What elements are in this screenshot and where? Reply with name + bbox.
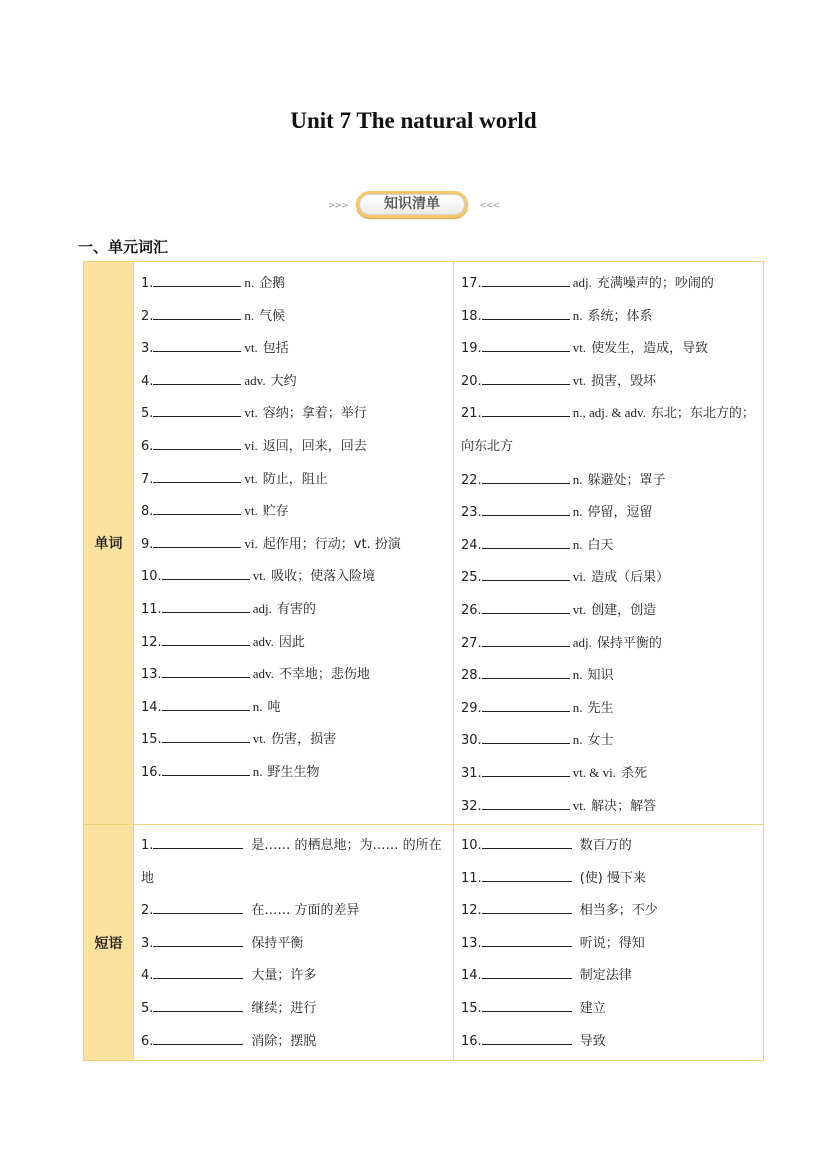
- item-number: 11.: [141, 601, 162, 617]
- answer-blank[interactable]: [482, 538, 570, 549]
- item-number: 8.: [141, 504, 154, 520]
- vocab-item: [461, 496, 757, 529]
- banner-label: 知识清单: [359, 194, 465, 215]
- vocab-item: [461, 692, 757, 725]
- item-meaning: 贮存: [262, 504, 289, 520]
- words-row: [84, 262, 764, 825]
- item-meaning: 停留，逗留: [587, 505, 653, 521]
- item-meaning: 因此: [278, 634, 305, 650]
- item-number: 10.: [461, 838, 482, 854]
- answer-blank[interactable]: [482, 838, 572, 849]
- answer-blank[interactable]: [482, 570, 570, 581]
- item-number: 2.: [141, 903, 154, 919]
- item-meaning: 知识: [587, 668, 614, 684]
- vocab-item: [141, 267, 447, 300]
- answer-blank[interactable]: [482, 766, 570, 777]
- vocab-item: [461, 365, 757, 398]
- item-meaning: 伤害，损害: [271, 732, 337, 748]
- answer-blank[interactable]: [482, 374, 570, 385]
- part-of-speech: vt.: [572, 340, 587, 356]
- item-number: 4.: [141, 968, 154, 984]
- vocab-item: [141, 495, 447, 528]
- vocab-item: [141, 626, 447, 659]
- item-meaning: 是…… 的栖息地；为…… 的所在地: [141, 838, 442, 886]
- part-of-speech: adj.: [252, 600, 272, 616]
- part-of-speech: adj.: [572, 634, 592, 650]
- item-meaning: 吨: [267, 699, 281, 715]
- item-meaning: 充满噪声的；吵闹的: [596, 276, 714, 291]
- vocab-item: [461, 960, 757, 993]
- item-meaning: 创建，创造: [591, 602, 657, 618]
- item-number: 32.: [461, 798, 482, 814]
- answer-blank[interactable]: [153, 936, 243, 947]
- item-number: 31.: [461, 765, 482, 781]
- part-of-speech: adj.: [572, 275, 592, 290]
- item-number: 28.: [461, 668, 482, 684]
- item-number: 19.: [461, 341, 482, 357]
- part-of-speech: vt.: [244, 340, 258, 356]
- item-number: 24.: [461, 537, 482, 553]
- item-meaning: 返回，回来，回去: [262, 438, 367, 454]
- item-meaning: 建立: [579, 1001, 606, 1017]
- item-meaning: 制定法律: [579, 968, 632, 984]
- item-meaning: 相当多；不少: [579, 903, 658, 919]
- answer-blank[interactable]: [153, 838, 243, 849]
- answer-blank[interactable]: [482, 636, 570, 647]
- item-number: 27.: [461, 635, 482, 651]
- answer-blank[interactable]: [482, 1001, 572, 1012]
- answer-blank[interactable]: [153, 1034, 243, 1045]
- answer-blank[interactable]: [153, 903, 243, 914]
- vocab-item: [461, 332, 757, 365]
- answer-blank[interactable]: [153, 341, 241, 352]
- part-of-speech: vt.: [244, 405, 258, 421]
- part-of-speech: n., adj. & adv.: [572, 405, 646, 421]
- vocab-item: [461, 790, 757, 823]
- answer-blank[interactable]: [162, 765, 250, 776]
- banner-right-arrows: <<<: [479, 201, 499, 211]
- item-meaning: 听说；得知: [579, 935, 645, 951]
- item-number: 26.: [461, 602, 482, 618]
- item-meaning: 企鹅: [259, 276, 286, 291]
- item-meaning: 野生生物: [267, 764, 320, 780]
- item-meaning: 解决；解答: [591, 798, 657, 814]
- part-of-speech: vi.: [244, 437, 258, 453]
- phrases-row: [84, 825, 764, 1061]
- item-meaning: 保持平衡: [251, 935, 304, 951]
- item-meaning: (使) 慢下来: [579, 870, 646, 886]
- part-of-speech: n.: [572, 536, 583, 552]
- item-number: 5.: [141, 1001, 154, 1017]
- item-number: 15.: [461, 1001, 482, 1017]
- vocab-item: [141, 928, 447, 961]
- item-meaning: 气候: [259, 308, 286, 324]
- answer-blank[interactable]: [162, 732, 250, 743]
- answer-blank[interactable]: [153, 276, 241, 287]
- part-of-speech: vi.: [244, 535, 258, 551]
- item-number: 2.: [141, 308, 154, 324]
- answer-blank[interactable]: [482, 903, 572, 914]
- item-meaning: 消除；摆脱: [251, 1033, 317, 1049]
- vocab-item: [141, 332, 447, 365]
- item-number: 16.: [141, 764, 162, 780]
- part-of-speech: vt.: [572, 601, 587, 617]
- answer-blank[interactable]: [482, 799, 570, 810]
- part-of-speech: n.: [252, 698, 263, 714]
- part-of-speech: n.: [252, 763, 263, 779]
- answer-blank[interactable]: [153, 439, 241, 450]
- vocab-item: [461, 895, 757, 928]
- vocab-item: [141, 1026, 447, 1059]
- vocab-item: [461, 529, 757, 562]
- part-of-speech: vt.: [572, 372, 587, 388]
- answer-blank[interactable]: [482, 309, 570, 320]
- vocab-item: [141, 691, 447, 724]
- vocab-item: [141, 993, 447, 1026]
- item-number: 1.: [141, 276, 154, 291]
- answer-blank[interactable]: [153, 472, 241, 483]
- item-meaning: 有害的: [276, 601, 316, 617]
- answer-blank[interactable]: [153, 309, 241, 320]
- item-meaning: 大量；许多: [251, 968, 317, 984]
- part-of-speech: vt.: [244, 470, 258, 486]
- item-meaning: 使发生，造成，导致: [591, 341, 709, 357]
- vocab-item: [461, 863, 757, 896]
- vocab-item: [461, 561, 757, 594]
- item-meaning: 杀死: [621, 765, 648, 781]
- part-of-speech: vt.: [252, 731, 267, 747]
- words-left-column: [134, 262, 454, 825]
- part-of-speech: vt.: [252, 568, 267, 584]
- answer-blank[interactable]: [153, 406, 241, 417]
- part-of-speech: adv.: [252, 633, 274, 649]
- item-number: 25.: [461, 570, 482, 586]
- item-number: 20.: [461, 373, 482, 389]
- item-number: 18.: [461, 308, 482, 324]
- part-of-speech: n.: [572, 471, 583, 487]
- item-number: 5.: [141, 406, 154, 422]
- answer-blank[interactable]: [482, 871, 572, 882]
- answer-blank[interactable]: [153, 968, 243, 979]
- item-meaning: 保持平衡的: [596, 635, 662, 651]
- vocab-item: [141, 960, 447, 993]
- answer-blank[interactable]: [153, 537, 241, 548]
- item-number: 29.: [461, 700, 482, 716]
- item-number: 13.: [141, 667, 162, 683]
- part-of-speech: vi.: [572, 569, 587, 585]
- item-meaning: 不幸地；悲伤地: [278, 667, 370, 683]
- part-of-speech: n.: [572, 504, 583, 520]
- answer-blank[interactable]: [153, 374, 241, 385]
- item-number: 10.: [141, 569, 162, 585]
- item-number: 4.: [141, 373, 154, 389]
- phrases-category: 短语: [84, 825, 134, 1061]
- item-number: 14.: [141, 699, 162, 715]
- vocab-item: [461, 1026, 757, 1059]
- item-meaning: 先生: [587, 700, 614, 716]
- item-number: 11.: [461, 870, 482, 886]
- item-meaning: 造成（后果）: [591, 570, 670, 586]
- answer-blank[interactable]: [482, 701, 570, 712]
- item-meaning: 东北；东北方的；向东北方: [461, 406, 755, 454]
- vocab-item: [461, 300, 757, 333]
- vocab-item: [461, 397, 757, 463]
- item-number: 12.: [141, 634, 162, 650]
- item-number: 30.: [461, 733, 482, 749]
- part-of-speech: adv.: [252, 666, 274, 682]
- part-of-speech: n.: [244, 275, 255, 290]
- answer-blank[interactable]: [153, 1001, 243, 1012]
- answer-blank[interactable]: [153, 504, 241, 515]
- item-meaning: 在…… 方面的差异: [251, 903, 360, 919]
- item-meaning: 大约: [270, 373, 297, 389]
- part-of-speech: vt. & vi.: [572, 764, 617, 780]
- vocab-item: [461, 267, 757, 300]
- item-number: 15.: [141, 732, 162, 748]
- answer-blank[interactable]: [482, 603, 570, 614]
- item-meaning: 白天: [587, 537, 614, 553]
- banner-left-arrows: >>>: [328, 201, 348, 211]
- vocabulary-table: [83, 261, 764, 1061]
- answer-blank[interactable]: [162, 667, 250, 678]
- vocab-item: [461, 659, 757, 692]
- item-meaning: 防止，阻止: [262, 471, 328, 487]
- page-title: Unit 7 The natural world: [290, 108, 537, 133]
- item-meaning: 数百万的: [579, 838, 632, 854]
- answer-blank[interactable]: [482, 341, 570, 352]
- item-number: 22.: [461, 472, 482, 488]
- item-meaning: 起作用；行动；vt. 扮演: [262, 536, 401, 552]
- words-right-column: [454, 262, 764, 825]
- part-of-speech: n.: [572, 667, 583, 683]
- vocab-item: [141, 365, 447, 398]
- vocab-item: [461, 594, 757, 627]
- answer-blank[interactable]: [482, 936, 572, 947]
- vocab-item: [461, 757, 757, 790]
- part-of-speech: n.: [244, 307, 255, 323]
- item-number: 13.: [461, 935, 482, 951]
- part-of-speech: n.: [572, 307, 583, 323]
- item-number: 3.: [141, 935, 154, 951]
- vocab-item: [141, 463, 447, 496]
- answer-blank[interactable]: [162, 602, 250, 613]
- item-meaning: 损害，毁坏: [591, 373, 657, 389]
- part-of-speech: vt.: [244, 503, 258, 519]
- vocab-item: [461, 464, 757, 497]
- item-meaning: 导致: [579, 1033, 606, 1049]
- item-number: 12.: [461, 903, 482, 919]
- vocab-item: [141, 397, 447, 430]
- part-of-speech: n.: [572, 699, 583, 715]
- phrases-right-column: [454, 825, 764, 1061]
- answer-blank[interactable]: [162, 635, 250, 646]
- item-meaning: 女士: [587, 733, 614, 749]
- answer-blank[interactable]: [482, 505, 570, 516]
- vocab-item: [141, 593, 447, 626]
- item-number: 6.: [141, 438, 154, 454]
- answer-blank[interactable]: [482, 733, 570, 744]
- item-meaning: 系统；体系: [587, 308, 653, 324]
- section-heading: 一、单元词汇: [78, 238, 169, 256]
- item-number: 16.: [461, 1033, 482, 1049]
- item-number: 21.: [461, 406, 482, 422]
- answer-blank[interactable]: [482, 406, 570, 417]
- vocab-item: [141, 528, 447, 561]
- item-number: 7.: [141, 471, 154, 487]
- vocab-item: [141, 723, 447, 756]
- vocab-item: [141, 560, 447, 593]
- item-number: 6.: [141, 1033, 154, 1049]
- item-meaning: 包括: [262, 341, 289, 357]
- vocab-item: [141, 658, 447, 691]
- item-meaning: 吸收；使落入险境: [271, 569, 376, 585]
- item-number: 14.: [461, 968, 482, 984]
- vocab-item: [141, 830, 447, 895]
- answer-blank[interactable]: [162, 700, 250, 711]
- vocab-item: [461, 627, 757, 660]
- answer-blank[interactable]: [482, 276, 570, 287]
- part-of-speech: vt.: [572, 797, 587, 813]
- banner-pill: [356, 191, 468, 218]
- item-meaning: 躲避处；罩子: [587, 472, 666, 488]
- item-number: 1.: [141, 838, 154, 854]
- item-number: 3.: [141, 341, 154, 357]
- vocab-item: [141, 756, 447, 789]
- part-of-speech: n.: [572, 732, 583, 748]
- item-meaning: 继续；进行: [251, 1001, 317, 1017]
- item-number: 17.: [461, 276, 482, 291]
- answer-blank[interactable]: [482, 668, 570, 679]
- answer-blank[interactable]: [482, 1034, 572, 1045]
- section-banner: [328, 190, 499, 222]
- item-number: 23.: [461, 505, 482, 521]
- vocab-item: [461, 830, 757, 863]
- vocab-item: [141, 895, 447, 928]
- vocab-item: [461, 724, 757, 757]
- words-category: 单词: [84, 262, 134, 825]
- answer-blank[interactable]: [162, 569, 250, 580]
- vocab-item: [141, 430, 447, 463]
- answer-blank[interactable]: [482, 473, 570, 484]
- part-of-speech: adv.: [244, 372, 266, 388]
- vocab-item: [461, 993, 757, 1026]
- answer-blank[interactable]: [482, 968, 572, 979]
- phrases-left-column: [134, 825, 454, 1061]
- item-meaning: 容纳；拿着；举行: [262, 406, 367, 422]
- item-number: 9.: [141, 536, 154, 552]
- vocab-item: [141, 300, 447, 333]
- vocab-item: [461, 928, 757, 961]
